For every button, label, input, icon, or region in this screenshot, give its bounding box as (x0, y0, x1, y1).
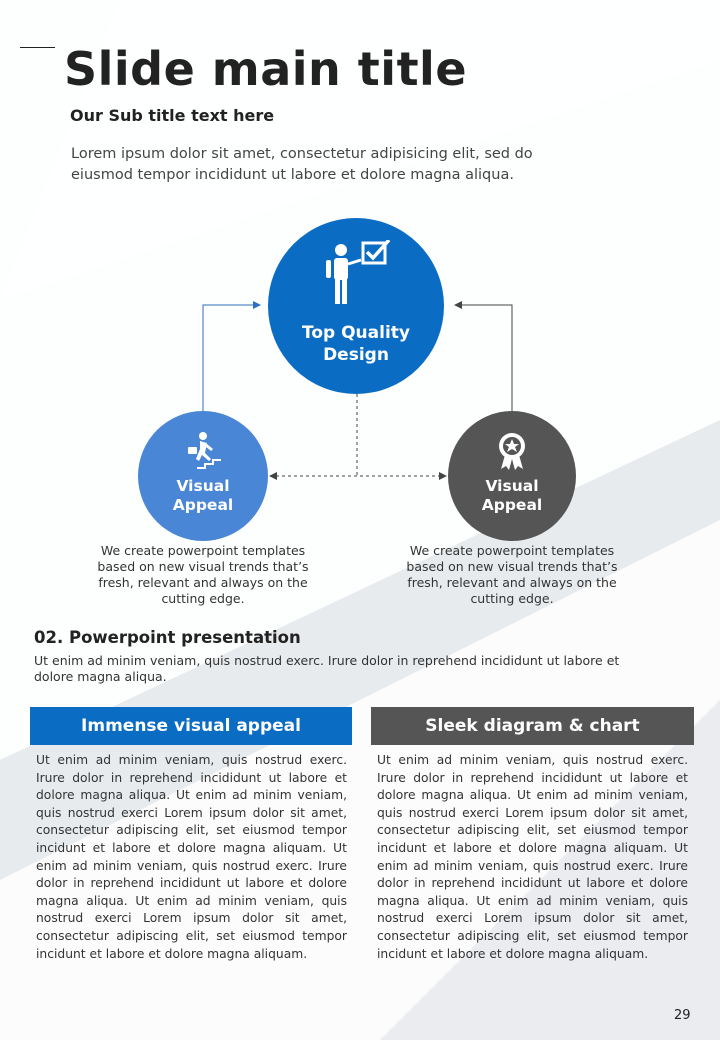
page-title: Slide main title (64, 42, 468, 96)
intro-paragraph: Lorem ipsum dolor sit amet, consectetur adipisicing elit, sed do eiusmod tempor incididunt ut labore et dolore magna aliqua. (71, 146, 533, 183)
stairs-climber-icon (183, 431, 223, 469)
visual-appeal-left-description: We create powerpoint templates based on new visual trends that’s fresh, relevant and always on the cutting edge. (97, 543, 309, 606)
column-right-body: Ut enim ad minim veniam, quis nostrud exerc. Irure dolor in reprehend incididunt ut labore et dolore magna aliqua. Ut enim ad minim veniam, quis nostrud exerci Lorem ipsum dolor sit amet, consectetur adipiscing elit, set eiusmod tempor incidunt et labore et dolore magna aliquam. Ut enim ad minim veniam, quis nostrud exerc. Irure dolor in reprehend incididunt ut labore et dolore magna aliqua. Ut enim ad minim veniam, quis nostrud exerci Lorem ipsum dolor sit amet, consectetur adipiscing elit, set eiusmod tempor incidunt et labore et dolore magna aliquam. (377, 753, 688, 961)
top-quality-label-line2: Design (323, 345, 389, 365)
presenter-checkbox-icon (321, 240, 391, 310)
page-subtitle: Our Sub title text here (70, 106, 275, 125)
visual-appeal-left-label (138, 477, 268, 515)
visual-appeal-right-line2: Appeal (481, 496, 543, 514)
column-left-heading: Immense visual appeal (30, 707, 352, 745)
award-badge-icon (495, 431, 529, 471)
top-quality-label (268, 322, 444, 366)
visual-appeal-right-label (448, 477, 576, 515)
visual-appeal-right-description: We create powerpoint templates based on new visual trends that’s fresh, relevant and always on the cutting edge. (406, 543, 618, 606)
visual-appeal-left-line1: Visual (176, 477, 230, 495)
section-title: 02. Powerpoint presentation (34, 628, 301, 647)
visual-appeal-left-circle (138, 411, 268, 541)
visual-appeal-left-line2: Appeal (172, 496, 234, 514)
visual-appeal-right-line1: Visual (485, 477, 539, 495)
page-number: 29 (674, 1008, 691, 1023)
left-connector-arrow (203, 305, 260, 411)
top-quality-circle (268, 218, 444, 394)
column-left-body: Ut enim ad minim veniam, quis nostrud exerc. Irure dolor in reprehend incididunt ut labore et dolore magna aliqua. Ut enim ad minim veniam, quis nostrud exerci Lorem ipsum dolor sit amet, consectetur adipiscing elit, set eiusmod tempor incidunt et labore et dolore magna aliquam. Ut enim ad minim veniam, quis nostrud exerc. Irure dolor in reprehend incididunt ut labore et dolore magna aliqua. Ut enim ad minim veniam, quis nostrud exerci Lorem ipsum dolor sit amet, consectetur adipiscing elit, set eiusmod tempor incidunt et labore et dolore magna aliquam. (36, 753, 347, 961)
section-text: Ut enim ad minim veniam, quis nostrud exerc. Irure dolor in reprehend incididunt ut labore et dolore magna aliqua. (34, 653, 620, 684)
top-quality-label-line1: Top Quality (302, 323, 410, 343)
visual-appeal-right-circle (448, 411, 576, 541)
column-right-heading: Sleek diagram & chart (371, 707, 694, 745)
right-connector-arrow (455, 305, 512, 411)
